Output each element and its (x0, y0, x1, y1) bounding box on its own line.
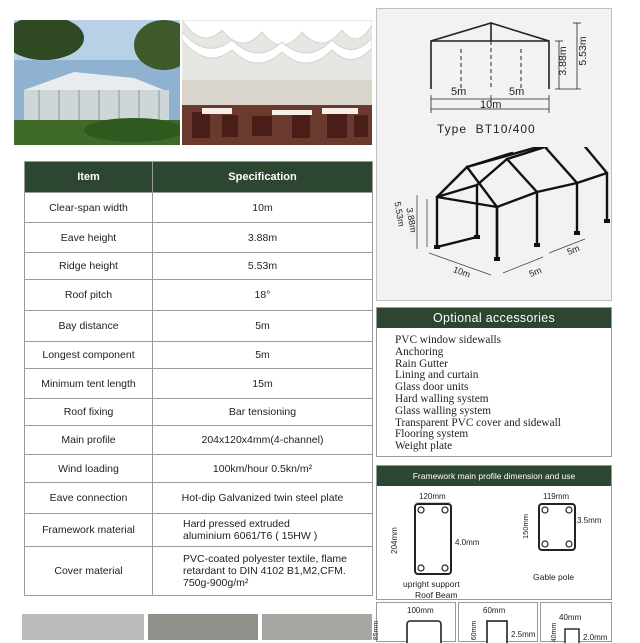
type-label: Type BT10/400 (437, 122, 536, 136)
table-row (25, 547, 373, 596)
row-spec-value: 3.88m (153, 223, 373, 253)
iso-dim-bay1: 5m (527, 265, 543, 279)
row-item-label: Bay distance (25, 311, 153, 342)
row-item-label: Clear-span width (25, 193, 153, 223)
row-spec-value: Hot-dip Galvanized twin steel plate (153, 483, 373, 514)
main-profile-thickness: 4.0mm (455, 538, 480, 547)
header-specification: Specification (153, 162, 373, 193)
row-item-label: Minimum tent length (25, 369, 153, 399)
accessory-item: Flooring system (395, 428, 469, 441)
small3-drawing (563, 627, 581, 643)
table-row (25, 193, 373, 223)
row-spec-value: 100km/hour 0.5kn/m² (153, 455, 373, 483)
small-profile-box-2 (458, 602, 538, 642)
row-spec-value: 5m (153, 311, 373, 342)
small1-width: 100mm (407, 606, 434, 615)
row-spec-value: Hard pressed extruded aluminium 6061/T6 ( 15HW ) (153, 514, 373, 547)
accessories-title: Optional accessories (377, 308, 611, 328)
table-row (25, 455, 373, 483)
small-profile-box-3 (540, 602, 612, 642)
gable-profile-caption: Gable pole (533, 572, 575, 582)
row-item-label: Longest component (25, 342, 153, 369)
dim-half-left: 5m (451, 86, 467, 98)
gable-profile-width: 119mm (543, 492, 570, 501)
row-item-label: Roof pitch (25, 280, 153, 311)
small1-height: 85mm (373, 620, 381, 641)
gable-profile-height: 150mm (521, 513, 531, 540)
table-row (25, 399, 373, 426)
row-item-label: Roof fixing (25, 399, 153, 426)
row-spec-value: 15m (153, 369, 373, 399)
row-spec-value: PVC-coated polyester textile, flame retardant to DIN 4102 B1,M2,CFM. 750g-900g/m² (153, 547, 373, 596)
iso-dim-bay2: 5m (565, 243, 581, 257)
accessories-list (377, 328, 611, 453)
row-item-label: Ridge height (25, 253, 153, 280)
accessory-item: Hard walling system (395, 392, 489, 405)
dim-half-right: 5m (509, 86, 525, 98)
bottom-photo-1 (22, 614, 144, 640)
main-profile-height: 204mm (389, 527, 399, 554)
table-row (25, 223, 373, 253)
small3-thickness: 2.0mm (583, 633, 608, 642)
main-profile-caption2: Roof Beam (415, 590, 458, 600)
bottom-photo-3 (262, 614, 372, 640)
small1-drawing (405, 619, 445, 643)
row-item-label: Framework material (25, 514, 153, 547)
small2-drawing (485, 619, 511, 643)
table-row (25, 369, 373, 399)
accessory-item: Glass door units (395, 381, 469, 394)
small-profile-box-1 (373, 602, 456, 642)
row-spec-value: 5.53m (153, 253, 373, 280)
bottom-photo-2 (148, 614, 258, 640)
tent-diagram-panel (376, 8, 612, 301)
accessory-item: Weight plate (395, 440, 453, 453)
small2-width: 60mm (483, 606, 506, 615)
small2-thickness: 2.5mm (511, 630, 536, 639)
main-profile-caption1: upright support (403, 579, 460, 589)
dim-ridge-height: 5.53m (577, 36, 589, 66)
accessory-item: Rain Gutter (395, 357, 449, 370)
dim-eave-height: 3.88m (557, 46, 569, 76)
row-spec-value: Bar tensioning (153, 399, 373, 426)
small3-width: 40mm (559, 613, 582, 622)
row-item-label: Eave height (25, 223, 153, 253)
small3-height: 40mm (551, 622, 559, 643)
row-spec-value: 5m (153, 342, 373, 369)
table-row (25, 514, 373, 547)
specification-table (24, 161, 373, 596)
accessory-item: Lining and curtain (395, 369, 479, 382)
row-spec-value: 18° (153, 280, 373, 311)
row-item-label: Eave connection (25, 483, 153, 514)
accessory-item: Anchoring (395, 345, 444, 358)
table-row (25, 426, 373, 455)
gable-profile-drawing (537, 502, 577, 552)
tent-interior-photo (182, 20, 372, 145)
profiles-title: Framework main profile dimension and use (377, 466, 611, 486)
iso-dim-width: 10m (451, 264, 472, 280)
row-item-label: Main profile (25, 426, 153, 455)
table-row (25, 280, 373, 311)
gable-profile-thickness: 3.5mm (577, 516, 602, 525)
table-row (25, 311, 373, 342)
accessory-item: Glass walling system (395, 404, 492, 417)
main-profile-drawing (413, 502, 453, 576)
table-row (25, 483, 373, 514)
accessories-panel (376, 307, 612, 457)
row-item-label: Cover material (25, 547, 153, 596)
iso-dim-ridge: 5.53m (392, 200, 407, 228)
row-spec-value: 204x120x4mm(4-channel) (153, 426, 373, 455)
row-item-label: Wind loading (25, 455, 153, 483)
small2-height: 60mm (471, 620, 479, 641)
iso-dim-eave: 3.88m (404, 206, 419, 234)
accessory-item: Transparent PVC cover and sidewall (395, 416, 561, 429)
table-row (25, 342, 373, 369)
profiles-panel (376, 465, 612, 600)
main-profile-width: 120mm (419, 492, 446, 501)
header-item: Item (25, 162, 153, 193)
row-spec-value: 10m (153, 193, 373, 223)
table-header-row (25, 162, 373, 193)
accessory-item: PVC window sidewalls (395, 334, 502, 346)
tent-exterior-photo (14, 20, 180, 145)
dim-total-width: 10m (480, 99, 502, 111)
table-row (25, 253, 373, 280)
